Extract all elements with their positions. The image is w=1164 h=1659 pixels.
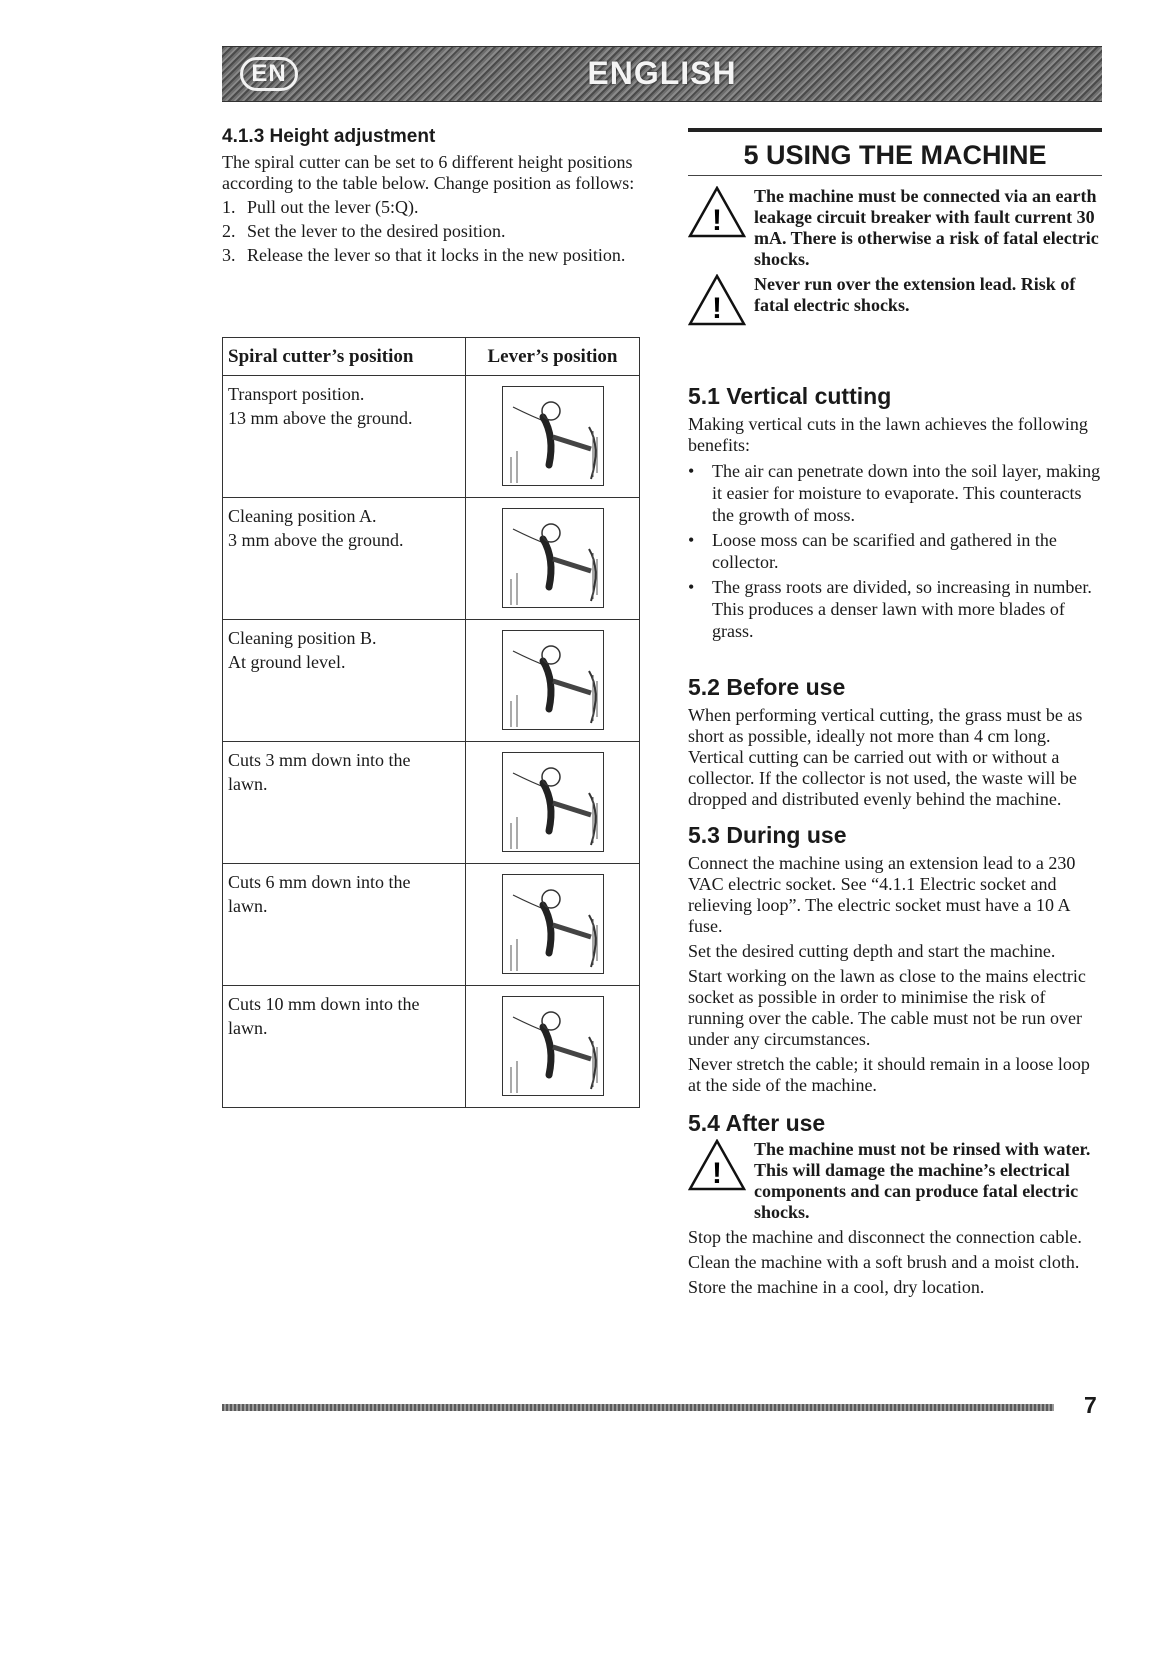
during-use-heading: 5.3 During use [688, 822, 847, 848]
position-description-line: At ground level. [228, 652, 346, 672]
position-description-line: lawn. [228, 896, 268, 916]
position-description-line: lawn. [228, 1018, 268, 1038]
position-description-line: Cleaning position A. [228, 506, 377, 526]
height-position-table [222, 337, 640, 1108]
table-row [223, 376, 640, 498]
after-use-paragraph: Stop the machine and disconnect the connection cable. [688, 1227, 1082, 1247]
chapter-top-rule [688, 128, 1102, 132]
svg-text:!: ! [712, 292, 722, 325]
language-title: ENGLISH [587, 55, 737, 91]
after-use-paragraph: Clean the machine with a soft brush and a moist cloth. [688, 1252, 1080, 1272]
position-description-line: Transport position. [228, 384, 365, 404]
cutter-position-cell [223, 986, 466, 1108]
left-column [222, 126, 642, 269]
lever-position-illustration [502, 996, 604, 1096]
height-adjustment-heading: 4.1.3 Height adjustment [222, 126, 436, 147]
table-header-row [223, 338, 640, 376]
table-row [223, 986, 640, 1108]
lever-position-cell [466, 742, 640, 864]
warning-triangle-icon [688, 186, 754, 270]
step-item: 2. Set the lever to the desired position. [222, 221, 506, 241]
warning-text: Never run over the extension lead. Risk of fatal electric shocks. [754, 274, 1076, 315]
height-adjustment-steps [222, 197, 642, 266]
svg-text:!: ! [712, 1157, 722, 1190]
position-description-line: Cuts 10 mm down into the [228, 994, 420, 1014]
list-item: • Loose moss can be scarified and gathered in the collector. [688, 530, 1057, 572]
position-description-line: 13 mm above the ground. [228, 408, 413, 428]
lever-position-illustration [502, 386, 604, 486]
lever-position-cell [466, 498, 640, 620]
position-description-line: Cleaning position B. [228, 628, 377, 648]
after-use-paragraph: Store the machine in a cool, dry location. [688, 1277, 985, 1297]
after-use-heading: 5.4 After use [688, 1110, 826, 1136]
lever-position-illustration [502, 874, 604, 974]
step-item: 1. Pull out the lever (5:Q). [222, 197, 419, 217]
warning-block-extension-lead [688, 274, 1102, 331]
column-header-lever-position: Lever’s position [466, 338, 640, 376]
during-use-paragraph: Connect the machine using an extension lead to a 230 VAC electric socket. See “4.1.1 Electric socket and relieving loop”. The electric socket must have a 10 A fuse. [688, 853, 1076, 936]
table-row [223, 864, 640, 986]
column-header-cutter-position: Spiral cutter’s position [223, 338, 466, 376]
lever-position-cell [466, 376, 640, 498]
height-adjustment-intro: The spiral cutter can be set to 6 different height positions according to the table below. Change position as follows: [222, 152, 635, 193]
chapter-bottom-rule [688, 175, 1102, 176]
warning-text: The machine must be connected via an earth leakage circuit breaker with fault current 30 mA. There is otherwise a risk of fatal electric shocks. [754, 186, 1099, 269]
vertical-cutting-benefits [688, 460, 1102, 642]
right-column [688, 128, 1102, 1298]
during-use-paragraph: Set the desired cutting depth and start the machine. [688, 941, 1056, 961]
lever-position-illustration [502, 508, 604, 608]
vertical-cutting-intro: Making vertical cuts in the lawn achieves the following benefits: [688, 414, 1088, 455]
page-number: 7 [1084, 1392, 1097, 1418]
lever-position-illustration [502, 752, 604, 852]
vertical-cutting-heading: 5.1 Vertical cutting [688, 383, 892, 409]
cutter-position-cell [223, 742, 466, 864]
warning-block-rinse [688, 1139, 1102, 1223]
position-description-line: lawn. [228, 774, 268, 794]
list-item: • The air can penetrate down into the soil layer, making it easier for moisture to evaporate. This counteracts the growth of moss. [688, 461, 1101, 525]
warning-text: The machine must not be rinsed with water. This will damage the machine’s electrical components and can produce fatal electric shocks. [754, 1139, 1091, 1222]
warning-triangle-icon [688, 274, 754, 331]
svg-text:!: ! [712, 204, 722, 237]
footer-band [222, 1404, 1054, 1411]
lever-position-cell [466, 986, 640, 1108]
cutter-position-cell [223, 620, 466, 742]
lever-position-cell [466, 864, 640, 986]
before-use-heading: 5.2 Before use [688, 674, 846, 700]
cutter-position-cell [223, 376, 466, 498]
language-badge: EN [240, 57, 298, 91]
lever-position-illustration [502, 630, 604, 730]
position-description-line: Cuts 3 mm down into the [228, 750, 411, 770]
warning-block-breaker [688, 186, 1102, 270]
table-row [223, 742, 640, 864]
lever-position-cell [466, 620, 640, 742]
step-item: 3. Release the lever so that it locks in the new position. [222, 245, 626, 265]
list-item: • The grass roots are divided, so increasing in number. This produces a denser lawn with more blades of grass. [688, 577, 1092, 641]
cutter-position-cell [223, 498, 466, 620]
during-use-paragraph: Start working on the lawn as close to the mains electric socket as possible in order to minimise the risk of running over the cable. The cable must not be run over under any circumstances. [688, 966, 1086, 1049]
before-use-text: When performing vertical cutting, the grass must be as short as possible, ideally not more than 4 cm long. Vertical cutting can be carried out with or without a collector. If the collector is not used, the waste will be dropped and distributed evenly behind the machine. [688, 705, 1083, 809]
position-description-line: Cuts 6 mm down into the [228, 872, 411, 892]
chapter-title: 5 USING THE MACHINE [743, 140, 1047, 170]
cutter-position-cell [223, 864, 466, 986]
table-row [223, 620, 640, 742]
warning-triangle-icon [688, 1139, 754, 1223]
table-row [223, 498, 640, 620]
during-use-paragraph: Never stretch the cable; it should remain in a loose loop at the side of the machine. [688, 1054, 1090, 1095]
position-description-line: 3 mm above the ground. [228, 530, 404, 550]
language-header-band [222, 46, 1102, 102]
